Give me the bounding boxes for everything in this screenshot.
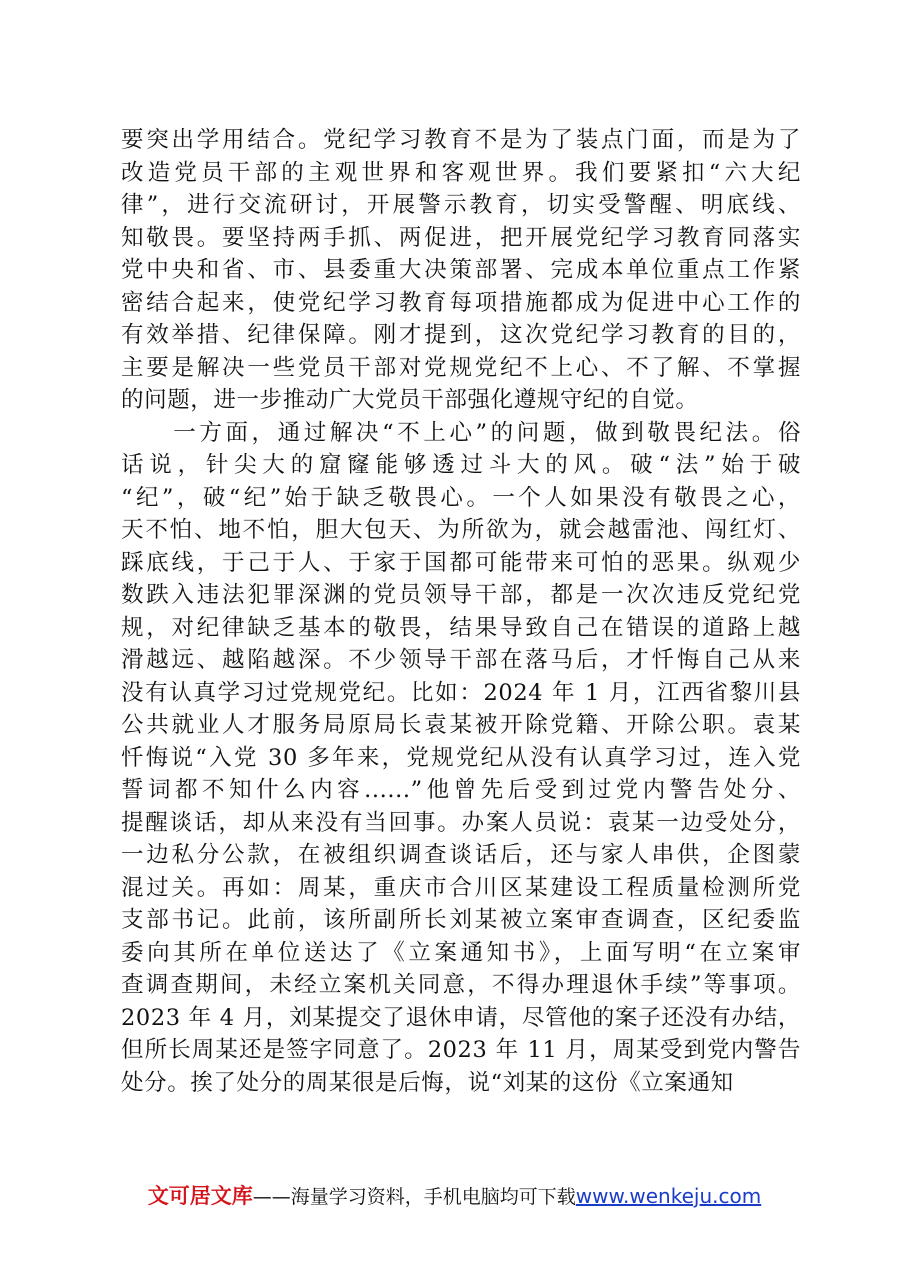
footer-link[interactable]: www.wenkeju.com	[575, 1184, 762, 1208]
text-line: 要突出学用结合。党纪学习教育不是为了装点门面，而是为了	[121, 127, 801, 153]
text-line: 提醒谈话，却从来没有当回事。办案人员说：袁某一边受处分，	[121, 809, 801, 836]
text-line: 没有认真学习过党规党纪。比如：2024 年 1 月，江西省黎川县	[121, 679, 801, 706]
text-line: 规，对纪律缺乏基本的敬畏，结果导致自己在错误的道路上越	[121, 614, 801, 641]
text-line: 数跌入违法犯罪深渊的党员领导干部，都是一次次违反党纪党	[121, 582, 801, 608]
footer-brand: 文可居文库	[147, 1184, 253, 1208]
text-line: 处分。挨了处分的周某很是后悔，说“刘某的这份《立案通知	[121, 1069, 734, 1096]
text-line: 密结合起来，使党纪学习教育每项措施都成为促进中心工作的	[121, 289, 801, 316]
text-line: 查调查期间，未经立案机关同意，不得办理退休手续”等事项。	[121, 972, 801, 998]
text-line: 主要是解决一些党员干部对党规党纪不上心、不了解、不掌握	[121, 354, 801, 381]
text-line: 话说，针尖大的窟窿能够透过斗大的风。破“法”始于破	[121, 452, 801, 478]
text-line: 一方面，通过解决“不上心”的问题，做到敬畏纪法。俗	[121, 419, 801, 446]
text-line: 委向其所在单位送达了《立案通知书》，上面写明“在立案审	[121, 939, 801, 966]
text-line: 改造党员干部的主观世界和客观世界。我们要紧扣“六大纪	[121, 159, 801, 186]
text-line: 天不怕、地不怕，胆大包天、为所欲为，就会越雷池、闯红灯、	[121, 517, 801, 543]
text-line: 党中央和省、市、县委重大决策部署、完成本单位重点工作紧	[121, 257, 801, 283]
text-line: 誓词都不知什么内容......”他曾先后受到过党内警告处分、	[121, 777, 801, 803]
text-line: 的问题，进一步推动广大党员干部强化遵规守纪的自觉。	[121, 387, 699, 413]
text-line: 混过关。再如：周某，重庆市合川区某建设工程质量检测所党	[121, 874, 801, 901]
text-line: 一边私分公款，在被组织调查谈话后，还与家人串供，企图蒙	[121, 842, 801, 868]
text-line: 踩底线，于己于人、于家于国都可能带来可怕的恶果。纵观少	[121, 549, 801, 576]
text-line: 律”，进行交流研讨，开展警示教育，切实受警醒、明底线、	[121, 192, 801, 218]
text-line: 忏悔说“入党 30 多年来，党规党纪从没有认真学习过，连入党	[121, 744, 801, 771]
text-line: 支部书记。此前，该所副所长刘某被立案审查调查，区纪委监	[121, 907, 801, 933]
text-line: “纪”，破“纪”始于缺乏敬畏心。一个人如果没有敬畏之心，	[121, 484, 801, 511]
page-footer	[0, 1183, 909, 1210]
text-line: 有效举措、纪律保障。刚才提到，这次党纪学习教育的目的，	[121, 322, 801, 348]
text-line: 滑越远、越陷越深。不少领导干部在落马后，才忏悔自己从来	[121, 647, 801, 673]
text-line: 知敬畏。要坚持两手抓、两促进，把开展党纪学习教育同落实	[121, 224, 801, 251]
document-body	[121, 124, 801, 1099]
text-line: 公共就业人才服务局原局长袁某被开除党籍、开除公职。袁某	[121, 712, 801, 738]
footer-tagline: ——海量学习资料，手机电脑均可下载	[252, 1186, 576, 1208]
text-line: 2023 年 4 月，刘某提交了退休申请，尽管他的案子还没有办结，	[121, 1004, 801, 1031]
text-line: 但所长周某还是签字同意了。2023 年 11 月，周某受到党内警告	[121, 1037, 801, 1063]
